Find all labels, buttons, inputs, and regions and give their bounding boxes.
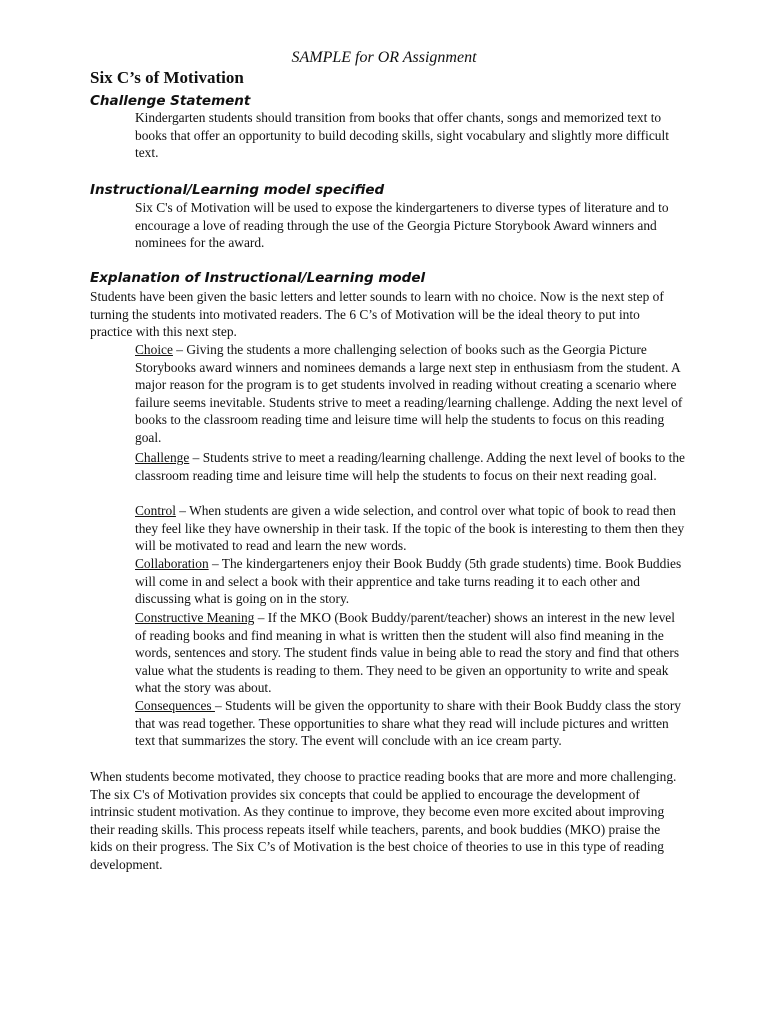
item-term: Challenge	[135, 450, 190, 465]
explanation-intro-text: Students have been given the basic letters and letter sounds to learn with no choice. Now is the next step of turning the students into motivated readers. The 6 C’s of Motivation will be the ideal theory to put into practice with this next step.	[90, 289, 664, 340]
item-description: – The kindergarteners enjoy their Book Buddy (5th grade students) time. Book Buddies will come in and select a book with their apprentice and take turns reading it to each other and discussing what is going on in the story.	[135, 556, 682, 607]
item-term: Control	[135, 503, 176, 518]
document-title: SAMPLE for OR Assignment	[291, 49, 477, 66]
item-term: Constructive Meaning	[135, 610, 255, 625]
item-description: – Students will be given the opportunity to share with their Book Buddy class the story that was read together. These opportunities to share what they read will include pictures and written text that summarizes the story. The event will conclude with an ice cream party.	[135, 698, 681, 749]
motivation-item-collaboration	[135, 555, 685, 608]
conclusion-text: When students become motivated, they choose to practice reading books that are more and more challenging. The six C's of Motivation provides six concepts that could be applied to encourage the development of intrinsic student motivation. As they continue to improve, they become even more excited about improving their reading skills. This process repeats itself while teachers, parents, and book buddies (MKO) praise the kids on their progress. The Six C’s of Motivation is the best choice of theories to use in this type of reading development.	[90, 769, 677, 872]
model-specified-text: Six C's of Motivation will be used to expose the kindergarteners to diverse types of literature and to encourage a love of reading through the use of the Georgia Picture Storybook Award winners and nominees for the award.	[135, 200, 669, 251]
explanation-heading: Explanation of Instructional/Learning model	[90, 270, 426, 286]
model-specified-heading: Instructional/Learning model specified	[90, 182, 385, 198]
item-term: Choice	[135, 342, 173, 357]
challenge-statement-heading: Challenge Statement	[90, 93, 251, 109]
main-heading: Six C’s of Motivation	[90, 68, 244, 87]
motivation-item-choice	[135, 341, 685, 447]
item-description: – If the MKO (Book Buddy/parent/teacher) shows an interest in the new level of reading books and find meaning in what is written then the student will also find meaning in the words, sentences and story. The student finds value in being able to read the story and find that others value what the students is reading to them. They need to be given an opportunity to write and speak what the story was about.	[135, 610, 680, 696]
item-description: – When students are given a wide selection, and control over what topic of book to read then they feel like they have ownership in their task. If the topic of the book is interesting to them then they will be motivated to read and learn the new words.	[135, 503, 685, 554]
motivation-item-challenge	[135, 449, 685, 484]
motivation-item-constructive-meaning	[135, 609, 685, 697]
item-term: Collaboration	[135, 556, 209, 571]
challenge-statement-text: Kindergarten students should transition from books that offer chants, songs and memorized text to books that offer an opportunity to build decoding skills, sight vocabulary and slightly more difficult text.	[135, 110, 669, 161]
item-description: – Giving the students a more challenging selection of books such as the Georgia Picture Storybooks award winners and nominees demands a large next step in enthusiasm from the student. A major reason for the program is to get students involved in reading without creating a scenario where failure seems inevitable. Students strive to meet a reading/learning challenge. Adding the next level of books to the classroom reading time and leisure time will help the students to focus on this reading goal.	[135, 342, 683, 445]
item-term: Consequences	[135, 698, 215, 713]
motivation-item-control	[135, 502, 685, 555]
motivation-item-consequences	[135, 697, 685, 750]
item-description: – Students strive to meet a reading/learning challenge. Adding the next level of books to the classroom reading time and leisure time will help the students to focus on their next reading goal.	[135, 450, 685, 483]
